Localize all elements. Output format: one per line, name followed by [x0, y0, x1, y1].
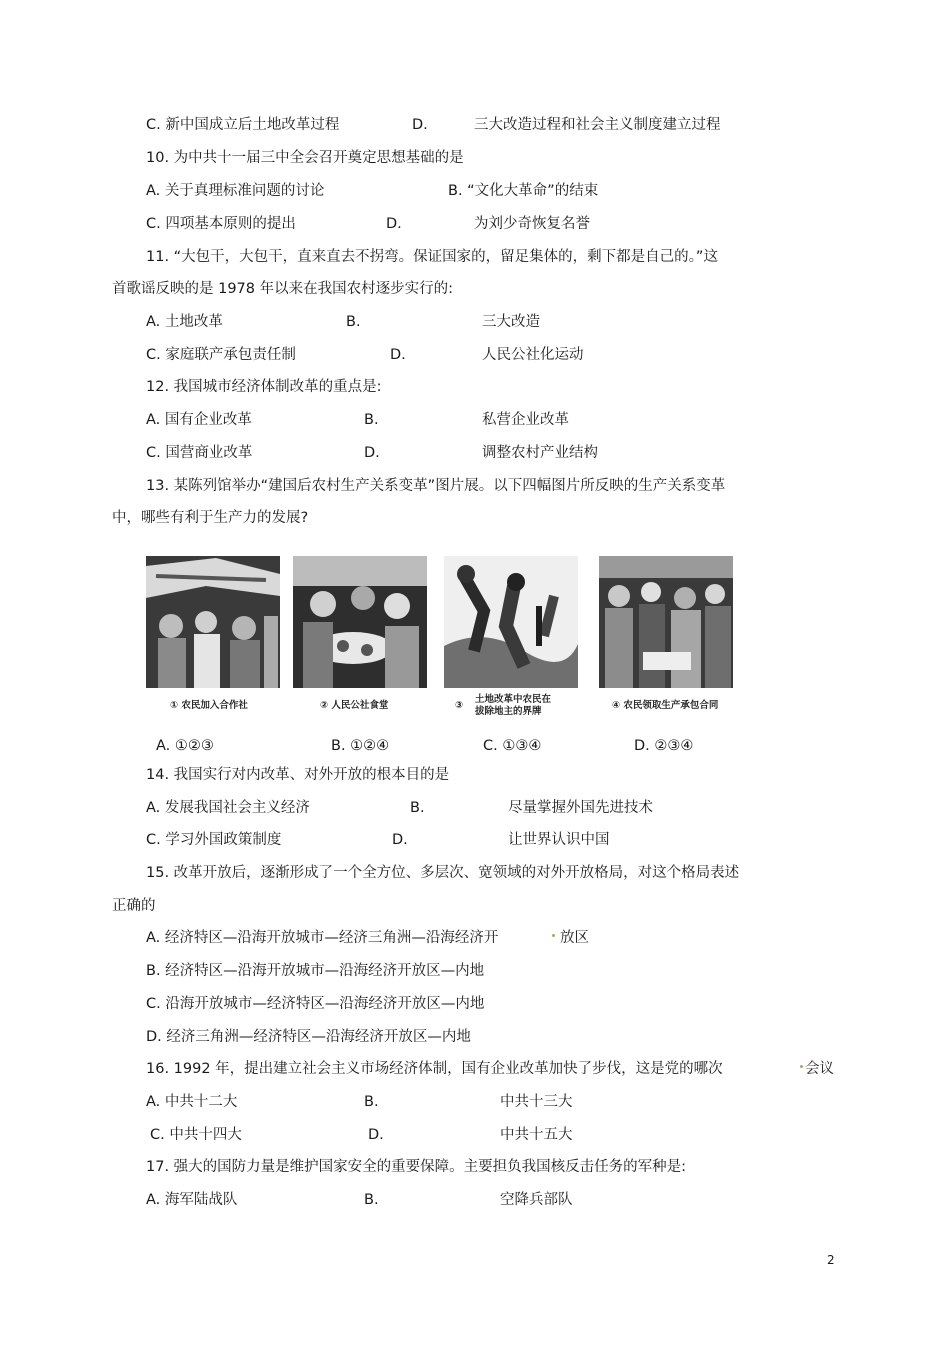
q10-option-b: B. “文化大革命”的结束 [448, 183, 599, 199]
q12-option-a: A. 国有企业改革 [146, 412, 252, 428]
photo-land-reform-boundary-markers [444, 556, 578, 688]
q14-option-c: C. 学习外国政策制度 [146, 832, 282, 848]
q10-option-d: 为刘少奇恢复名誉 [474, 216, 590, 232]
q12-option-b-label: B. [364, 412, 379, 428]
q10-stem: 10. 为中共十一届三中全会召开奠定思想基础的是 [146, 150, 464, 166]
q16-option-b: 中共十三大 [500, 1094, 573, 1110]
caption-photo-3-line2: 拔除地主的界牌 [475, 706, 542, 717]
q15-option-a-tail: 放区 [560, 930, 589, 946]
q17-stem: 17. 强大的国防力量是维护国家安全的重要保障。主要担负我国核反击任务的军种是: [146, 1159, 687, 1175]
q16-option-a: A. 中共十二大 [146, 1094, 238, 1110]
photo-farmers-join-cooperative [146, 556, 280, 688]
q15-stem-line1: 15. 改革开放后，逐渐形成了一个全方位、多层次、宽领域的对外开放格局，对这个格局表述 [146, 865, 740, 881]
q16-option-d: 中共十五大 [500, 1127, 573, 1143]
q11-option-b: 三大改造 [482, 314, 540, 330]
q11-option-b-label: B. [346, 314, 361, 330]
q12-option-d: 调整农村产业结构 [482, 445, 598, 461]
q13-stem-line2: 中，哪些有利于生产力的发展? [112, 510, 309, 526]
photo-peoples-commune-canteen [293, 556, 427, 688]
q15-option-d: D. 经济三角洲—经济特区—沿海经济开放区—内地 [146, 1029, 471, 1045]
caption-photo-3-number: ③ [455, 700, 464, 711]
q13-stem-line1: 13. 某陈列馆举办“建国后农村生产关系变革”图片展。以下四幅图片所反映的生产关系变革 [146, 478, 726, 494]
q17-option-a: A. 海军陆战队 [146, 1192, 238, 1208]
q17-option-b: 空降兵部队 [500, 1192, 573, 1208]
caption-photo-2: ② 人民公社食堂 [320, 700, 389, 711]
q11-stem-line2: 首歌谣反映的是 1978 年以来在我国农村逐步实行的: [112, 281, 454, 297]
caption-photo-4: ④ 农民领取生产承包合同 [612, 700, 719, 711]
scan-speck [800, 1065, 803, 1068]
scan-speck [552, 934, 555, 937]
q13-option-c: C. ①③④ [483, 738, 542, 754]
q14-option-d: 让世界认识中国 [508, 832, 610, 848]
q17-option-b-label: B. [364, 1192, 379, 1208]
q12-option-b: 私营企业改革 [482, 412, 569, 428]
q14-option-d-label: D. [392, 832, 408, 848]
q9-option-d-label: D. [412, 117, 428, 133]
q16-option-d-label: D. [368, 1127, 384, 1143]
q15-option-b: B. 经济特区—沿海开放城市—沿海经济开放区—内地 [146, 963, 485, 979]
q16-stem: 16. 1992 年，提出建立社会主义市场经济体制，国有企业改革加快了步伐，这是党的哪次 [146, 1061, 723, 1077]
q12-stem: 12. 我国城市经济体制改革的重点是: [146, 379, 382, 395]
q12-option-c: C. 国营商业改革 [146, 445, 253, 461]
q14-option-b: 尽量掌握外国先进技术 [508, 800, 653, 816]
q16-stem-tail: 会议 [805, 1061, 834, 1077]
page-number: 2 [827, 1253, 835, 1267]
q16-option-b-label: B. [364, 1094, 379, 1110]
q9-option-d: 三大改造过程和社会主义制度建立过程 [474, 117, 721, 133]
q11-option-a: A. 土地改革 [146, 314, 223, 330]
q15-stem-line2: 正确的 [112, 898, 156, 914]
q10-option-d-label: D. [386, 216, 402, 232]
q13-option-b: B. ①②④ [331, 738, 390, 754]
q11-option-d: 人民公社化运动 [482, 347, 584, 363]
q13-option-d: D. ②③④ [634, 738, 694, 754]
q14-stem: 14. 我国实行对内改革、对外开放的根本目的是 [146, 767, 450, 783]
q11-stem-line1: 11. “大包干，大包干，直来直去不拐弯。保证国家的，留足集体的，剩下都是自己的。”这 [146, 249, 718, 265]
q10-option-c: C. 四项基本原则的提出 [146, 216, 296, 232]
q11-option-c: C. 家庭联产承包责任制 [146, 347, 296, 363]
caption-photo-1: ① 农民加入合作社 [170, 700, 248, 711]
q15-option-a: A. 经济特区—沿海开放城市—经济三角洲—沿海经济开 [146, 930, 499, 946]
q15-option-c: C. 沿海开放城市—经济特区—沿海经济开放区—内地 [146, 996, 485, 1012]
q14-option-b-label: B. [410, 800, 425, 816]
q14-option-a: A. 发展我国社会主义经济 [146, 800, 310, 816]
q13-option-a: A. ①②③ [156, 738, 214, 754]
q9-option-c: C. 新中国成立后土地改革过程 [146, 117, 340, 133]
photo-farmers-receive-contracts [599, 556, 733, 688]
q11-option-d-label: D. [390, 347, 406, 363]
q16-option-c: C. 中共十四大 [150, 1127, 242, 1143]
q10-option-a: A. 关于真理标准问题的讨论 [146, 183, 325, 199]
q12-option-d-label: D. [364, 445, 380, 461]
caption-photo-3-line1: 土地改革中农民在 [475, 694, 552, 705]
